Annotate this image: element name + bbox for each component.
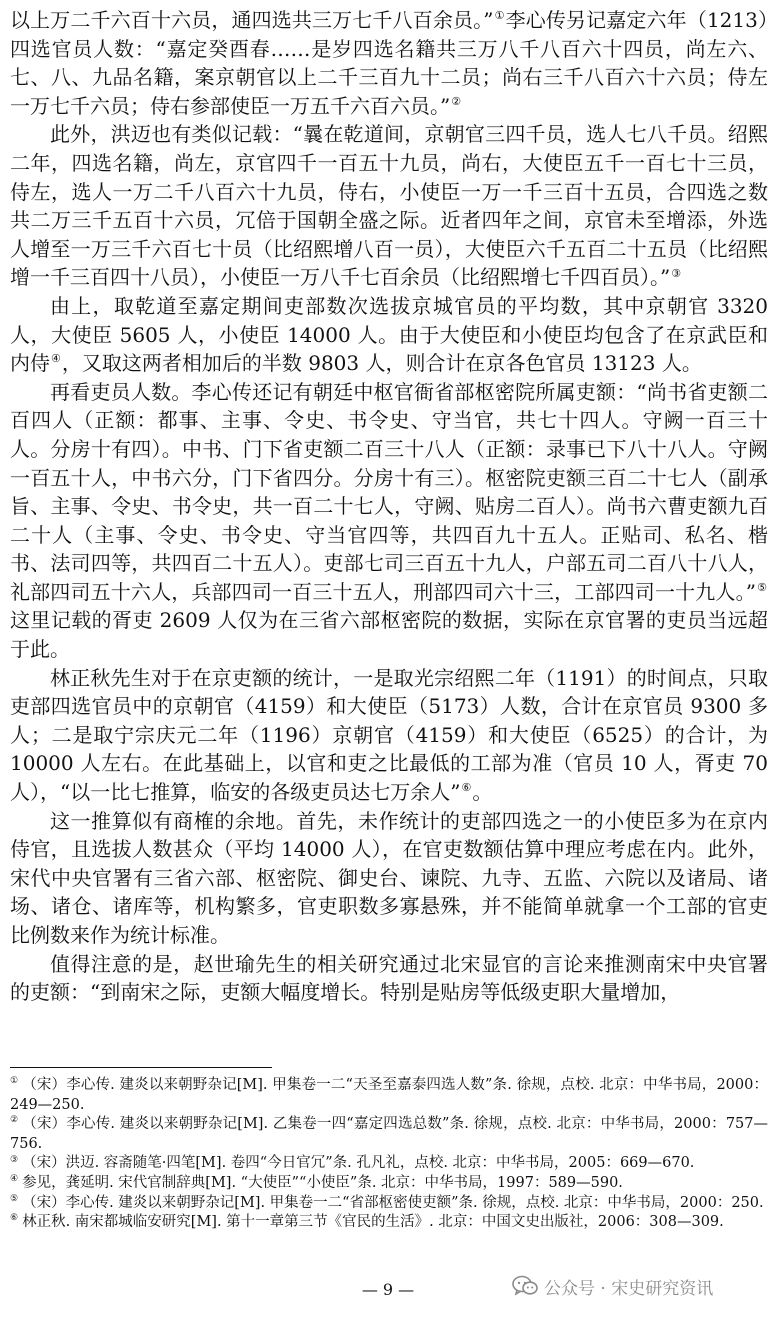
footnote-text: （宋）李心传. 建炎以来朝野杂记[M]. 甲集卷一二“省部枢密使吏额”条. 徐规，点校. 北京：中华书局，2000：250. [22, 1194, 764, 1211]
footnotes [10, 1076, 768, 1233]
footnote-text: （宋）李心传. 建炎以来朝野杂记[M]. 乙集卷一四“嘉定四选总数”条. 徐规，点校. 北京：中华书局，2000：757—756. [10, 1116, 768, 1152]
footnote-mark: ③ [10, 1154, 19, 1165]
footnote-mark: ① [10, 1076, 19, 1087]
paragraph-text: 这里记载的胥吏 2609 人仅为在三省六部枢密院的数据，实际在京官署的吏员当远超于此。 [10, 608, 768, 662]
footnote [10, 1213, 768, 1233]
paragraph [10, 292, 768, 378]
footnote-mark: ④ [10, 1174, 19, 1185]
paragraph: 值得注意的是，赵世瑜先生的相关研究通过北宋显官的言论来推测南宋中央官署的吏额：“到南宋之际，吏额大幅度增长。特别是贴房等低级吏职大量增加， [10, 951, 768, 1005]
footnote [10, 1154, 768, 1174]
footnote-text: 林正秋. 南宋都城临安研究[M]. 第十一章第三节《官民的生活》. 北京：中国文史出版社，2006：308—309. [22, 1214, 724, 1231]
footnote-mark: ② [10, 1115, 19, 1126]
paragraph [10, 120, 768, 292]
paragraph-text: ，又取这两者相加后的半数 9803 人，则合计在京各色官员 13123 人。 [61, 351, 702, 376]
footnote-ref[interactable]: ③ [671, 266, 682, 280]
paragraph-text: 再看吏员人数。李心传还记有朝廷中枢官衙省部枢密院所属吏额：“尚书省吏额二百四人（正额：都事、主事、令史、书令史、守当官，共七十四人。守阙一百三十人。分房十有四）。中书、门下省吏额二百三十八人（正额：录事已下八十八人。守阙一百五十人，中书六分，门下省四分。分房十有三）。枢密院吏额三百二十七人（副承旨、主事、令史、书令史，共一百二十七人，守阙、贴房二百人）。尚书六曹吏额九百二十人（主事、令史、书令史、守当官四等，共四百九十五人。正贴司、私名、楷书、法司四等，共四百二十五人）。吏部七司三百五十九人，户部五司二百八十八人，礼部四司五十六人，兵部四司一百三十五人，刑部四司六十三，工部四司一十九人。” [10, 379, 768, 604]
page-number: — 9 — [361, 1280, 415, 1299]
paragraph-text: 李心传另记嘉定六年（1213）四选官员人数：“嘉定癸酉春……是岁四选名籍共三万八千八百六十四员，尚左六、七、八、九品名籍，案京朝官以上二千三百九十二员；尚右三千八百六十六员；侍左一万七千六员；侍右参部使臣一万五千六百六员。” [10, 8, 768, 118]
footnote-ref[interactable]: ① [494, 9, 505, 23]
footnote-text: （宋）洪迈. 容斋随笔·四笔[M]. 卷四“今日官冗”条. 孔凡礼，点校. 北京：中华书局，2005：669—670. [22, 1155, 695, 1172]
footnote-ref[interactable]: ② [451, 95, 462, 109]
footnote [10, 1174, 768, 1194]
footnote-ref[interactable]: ⑥ [461, 781, 472, 795]
watermark [512, 1272, 713, 1300]
footnote [10, 1076, 768, 1115]
paragraph-text: 由上，取乾道至嘉定期间吏部数次选拔京城官员的平均数，其中京朝官 3320 人，大使臣 5605 人，小使臣 14000 人。由于大使臣和小使臣均包含了在京武臣和内侍 [10, 293, 768, 376]
footnote-divider [10, 1067, 272, 1068]
paragraph-text: 此外，洪迈也有类似记载：“曩在乾道间，京朝官三四千员，选人七八千员。绍熙二年，四选名籍，尚左，京官四千一百五十九员，尚右，大使臣五千一百七十三员，侍左，选人一万二千八百六十九员，侍右，小使臣一万一千三百十五员，合四选之数共二万三千五百十六员，冗倍于国朝全盛之际。近者四年之间，京官未至增添，外选人增至一万三千六百七十员（比绍熙增八百一员），大使臣六千五百二十五员（比绍熙增一千三百四十八员），小使臣一万八千七百余员（比绍熙增七千四百员）。” [10, 122, 768, 290]
paragraph [10, 664, 768, 807]
watermark-text: 公众号 · 宋史研究资讯 [544, 1278, 714, 1299]
main-text [10, 6, 768, 1007]
paragraph [10, 378, 768, 664]
footnote [10, 1194, 768, 1214]
paragraph-text: 林正秋先生对于在京吏额的统计，一是取光宗绍熙二年（1191）的时间点，只取吏部四选官员中的京朝官（4159）和大使臣（5173）人数，合计在京官员 9300 多人；二是取宁宗庆元二年（1196）京朝官（4159）和大使臣（6525）的合计，为 10000 人左右。在此基础上，以官和吏之比最低的工部为准（官员 10 人，胥吏 70 人），“以一比七推算，临安的各级吏员达七万余人” [10, 665, 768, 805]
footnote-ref[interactable]: ④ [51, 352, 61, 366]
paragraph-text: 以上万二千六百十六员，通四选共三万七千八百余员。” [10, 8, 494, 32]
footnote-text: 参见，龚延明. 宋代官制辞典[M]. “大使臣”“小使臣”条. 北京：中华书局，1997：589—590. [22, 1174, 623, 1191]
paragraph-text: 。 [472, 780, 493, 805]
wechat-icon [512, 1275, 538, 1297]
footnote-mark: ⑤ [10, 1193, 19, 1204]
footnote [10, 1115, 768, 1154]
footnote-text: （宋）李心传. 建炎以来朝野杂记[M]. 甲集卷一二“天圣至嘉泰四选人数”条. 徐规，点校. 北京：中华书局，2000：249—250. [10, 1077, 768, 1113]
footnote-ref[interactable]: ⑤ [756, 581, 767, 595]
paragraph-continued [10, 6, 768, 120]
footnote-mark: ⑥ [10, 1213, 19, 1224]
paragraph: 这一推算似有商榷的余地。首先，未作统计的吏部四选之一的小使臣多为在京内侍官，且选拔人数甚众（平均 14000 人），在官吏数额估算中理应考虑在内。此外，宋代中央官署有三省六部、枢密院、御史台、谏院、九寺、五监、六院以及诸局、诸场、诸仓、诸库等，机构繁多，官吏职数多寡悬殊，并不能简单就拿一个工部的官吏比例数来作为统计标准。 [10, 808, 768, 947]
